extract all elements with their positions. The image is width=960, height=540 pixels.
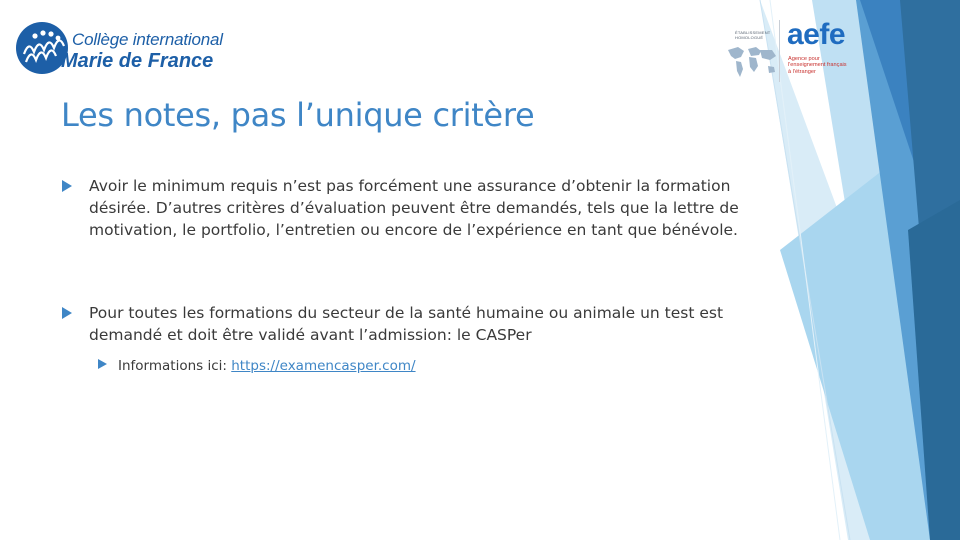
aefe-logo — [722, 14, 862, 84]
bullet-item: Pour toutes les formations du secteur de la santé humaine ou animale un test est demandé et doit être validé avant l’admission: le CASPer — [89, 304, 724, 344]
college-name-line1: Collège international — [72, 30, 223, 49]
world-map-icon — [724, 44, 778, 80]
sub-bullet-item — [118, 355, 618, 377]
aefe-divider — [779, 20, 780, 82]
bullet-item: Avoir le minimum requis n’est pas forcément une assurance d’obtenir la formation désirée. D’autres critères d’évaluation peuvent être demandés, tels que la lettre de motivation, le portfolio, l’entretien ou encore de l’expérience en tant que bénévole. — [89, 177, 739, 239]
bullet-arrow-icon — [62, 307, 72, 319]
casper-link[interactable]: https://examencasper.com/ — [231, 358, 416, 374]
aefe-wordmark: aefe — [787, 18, 846, 51]
aefe-small-text: ÉTABLISSEMENT HOMOLOGUÉ — [735, 30, 771, 40]
aefe-tagline: Agence pour l'enseignement français à l'étranger — [788, 56, 847, 75]
sub-bullet-arrow-icon — [98, 359, 107, 369]
slide-title: Les notes, pas l’unique critère — [61, 96, 535, 134]
college-name-line2: Marie de France — [61, 50, 214, 72]
college-logo — [14, 14, 244, 78]
sub-bullet-label: Informations ici: — [118, 358, 232, 374]
bullet-arrow-icon — [62, 180, 72, 192]
